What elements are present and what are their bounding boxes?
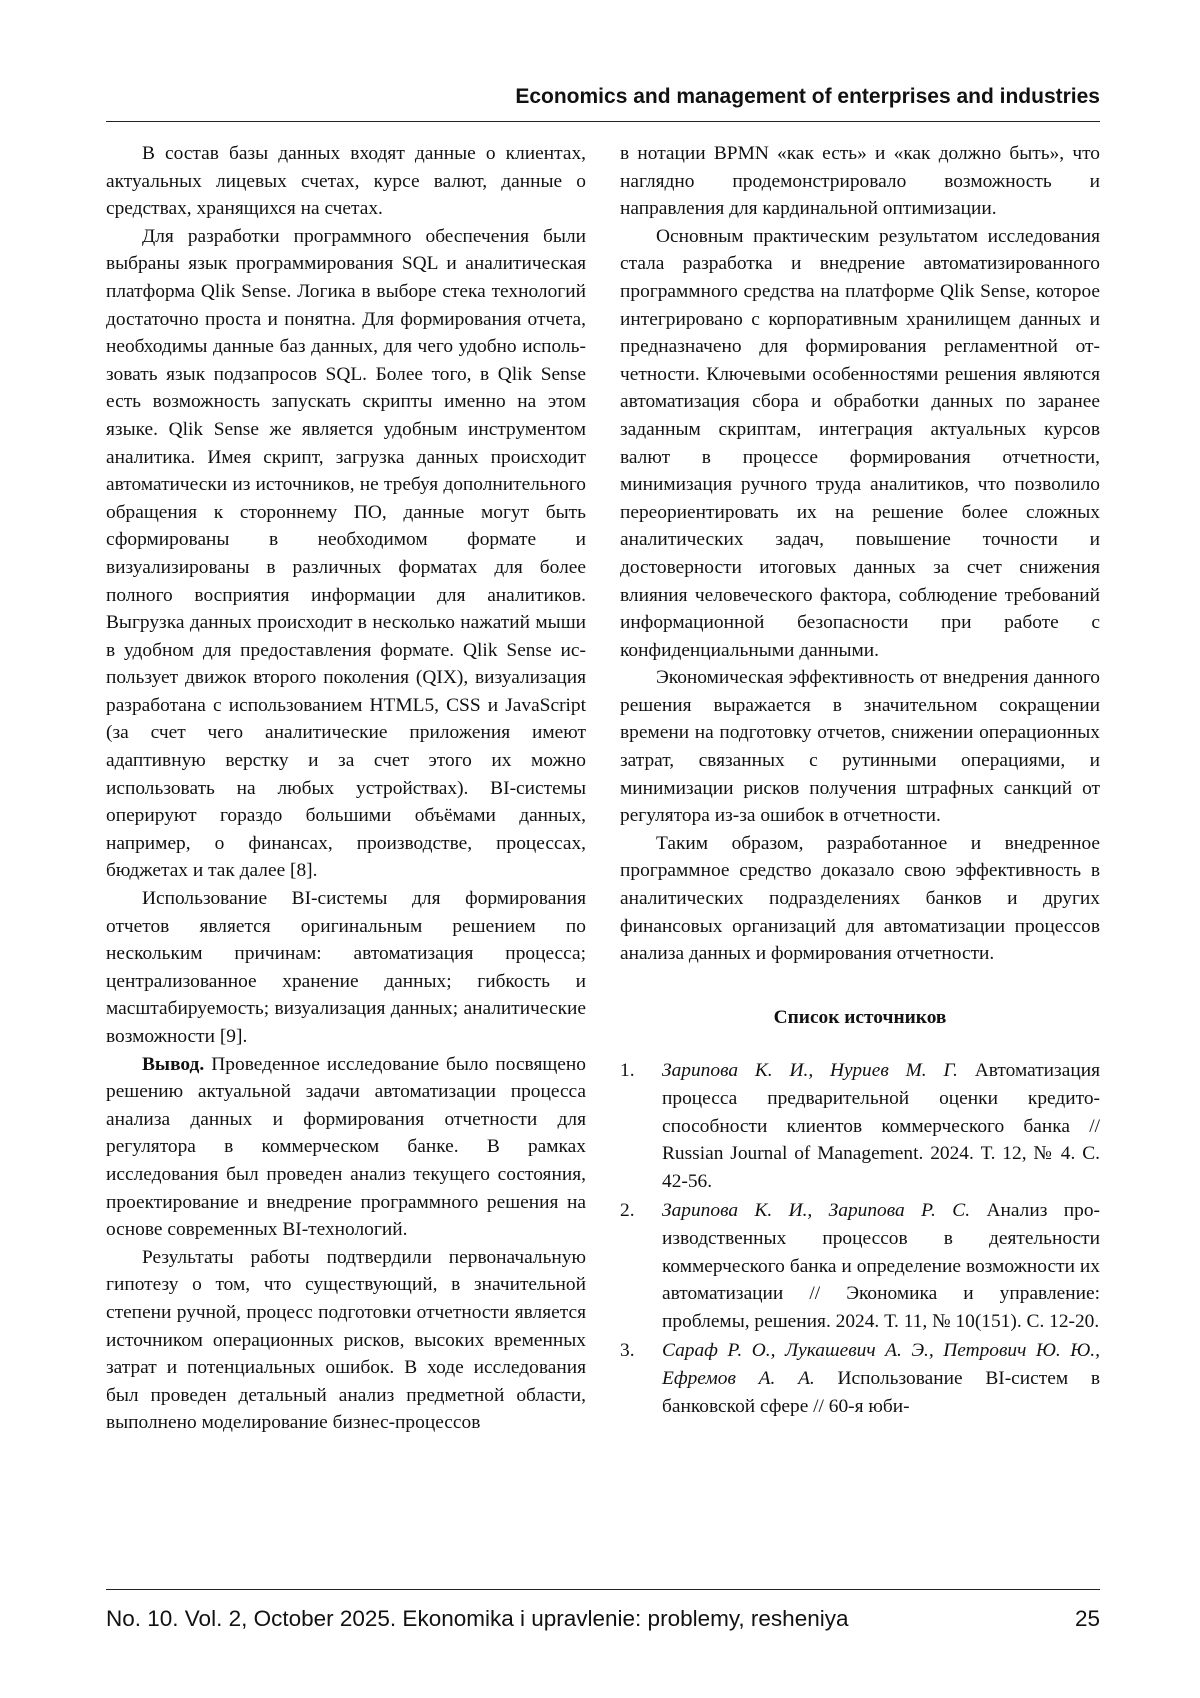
header-rule [106, 121, 1100, 122]
paragraph-continuation: в нотации BPMN «как есть» и «как должно быть», что наглядно продемонстрировало возможность и направления для кардинальной оптимизации. [620, 143, 1100, 220]
paragraph-economic-effect: Экономическая эффективность от внедрения данного решения выражается в значительном сокращении времени на подготовку отчетов, снижении операционных затрат, связанных с рутинными операциями, и минимизации рисков получения штрафных санкций от регулятора из-за ошибок в отчетности. [620, 667, 1100, 827]
page-number: 25 [1074, 1606, 1100, 1631]
page-footer [106, 1603, 1100, 1635]
conclusion-label: Вывод. [142, 1053, 205, 1075]
paragraph-practical-result: Основным практическим результатом исследования стала разработка и внедрение автоматизированного программного средства на платформе Qlik Sense, которое интегрировано с корпоративным хранилищем данных и предназначено для формирования регламентной отчетности. Ключевыми особенностями решения являются автоматизация сбора и обработки данных по заранее заданным скриптам, интеграция актуальных курсов валют в процессе формирования отчетности, минимизация ручного труда аналитиков, что позволило переориентировать их на решение более сложных аналитических задач, повышение точности и достоверности итоговых данных за счет снижения влияния человеческого фактора, соблюдение требований информационной безопасности при работе с конфиденциальными данными. [620, 225, 1100, 661]
paragraph-results: Результаты работы подтвердили первоначальную гипотезу о том, что существующий, в значительной степени ручной, процесс подготовки отчетности является источником операционных рисков, высоких временных затрат и потенциальных ошибок. В ходе исследования был проведен детальный анализ предметной области, выполнено моделирование бизнес-процессов [106, 1246, 586, 1434]
conclusion-text: Проведенное исследование было посвящено решению актуальной задачи автоматизации процесса анализа данных и формирования отчетности для регулятора в коммерческом банке. В рамках исследования был проведен анализ текущего состояния, проектирование и внедрение программного решения на основе современных BI-технологий. [106, 1053, 586, 1241]
right-column [620, 140, 1100, 1422]
reference-authors: Зарипова К. И., Нуриев М. Г. [662, 1060, 958, 1082]
paragraph-database: В состав базы данных входят данные о клиентах, актуальных лицевых счетах, курсе валют, данные о средствах, хранящихся на счетах. [106, 143, 586, 220]
references-heading: Список источников [773, 1006, 947, 1028]
reference-number: 2. [620, 1200, 635, 1222]
paragraph-summary: Таким образом, разработанное и внедренное программное средство доказало свою эффективность в аналитических подразделениях банков и других финансовых организаций для автоматизации процессов анализа данных и формирования отчетности. [620, 832, 1100, 965]
reference-text: Анализ производственных процессов в деятельности коммерческого банка и определение возможности их автоматизации // Экономика и управление: проблемы, решения. 2024. Т. 11, № 10(151). С. 12-20. [662, 1200, 1100, 1332]
issue-line: No. 10. Vol. 2, October 2025. Ekonomika i upravlenie: problemy, resheniya [106, 1606, 849, 1631]
reference-text: Использование BI-систем в банковской сфере // 60-я юби- [662, 1367, 1101, 1417]
paragraph-technology-stack: Для разработки программного обеспечения были выбраны язык программирования SQL и аналитическая платформа Qlik Sense. Логика в выборе стека технологий достаточно проста и понятна. Для формирования отчета, необходимы данные баз данных, для чего удобно использовать язык подзапросов SQL. Более того, в Qlik Sense есть возможность запускать скрипты именно на этом языке. Qlik Sense же является удобным инструментом аналитика. Имея скрипт, загрузка данных происходит автоматически из источников, не требуя дополнительного обращения к стороннему ПО, данные могут быть сформированы в необходимом формате и визуализированы в различных форматах для более полного восприятия информации для аналитиков. Выгрузка данных происходит в несколько нажатий мыши в удобном для предоставления формате. Qlik Sense использует движок второго поколения (QIX), визуализация разработана с использованием HTML5, CSS и JavaScript (за счет чего аналитические приложения имеют адаптивную верстку и за счет этого их можно использовать на любых устройствах). BI-системы оперируют гораздо большими объёмами данных, например, о финансах, производстве, процессах, бюджетах и так далее [8]. [106, 225, 586, 882]
reference-item [620, 1337, 1100, 1420]
reference-item [620, 1197, 1100, 1335]
footer-rule [106, 1589, 1100, 1590]
reference-authors: Сараф Р. О., Лукашевич А. Э., Петрович Ю. Ю., Ефремов А. А. [662, 1340, 1100, 1389]
reference-number: 1. [620, 1060, 635, 1082]
references-list [620, 1057, 1100, 1420]
paragraph-bi-usage: Использование BI-системы для формирования отчетов является оригинальным решением по нескольким причинам: автоматизация процесса; централизованное хранение данных; гибкость и масштабируемость; визуализация данных; аналитические возможности [9]. [106, 888, 586, 1047]
reference-number: 3. [620, 1340, 635, 1362]
reference-item [620, 1057, 1100, 1195]
left-column [106, 140, 586, 1437]
running-title: Economics and management of enterprises and industries [515, 85, 1100, 108]
paragraph-conclusion [106, 1051, 586, 1244]
reference-authors: Зарипова К. И., Зарипова Р. С. [662, 1200, 971, 1222]
reference-text: Автоматизация процесса предварительной оценки кредитоспособности клиентов коммерческого банка // Russian Journal of Management. 2024. Т. 12, № 4. С. 42-56. [662, 1060, 1100, 1192]
